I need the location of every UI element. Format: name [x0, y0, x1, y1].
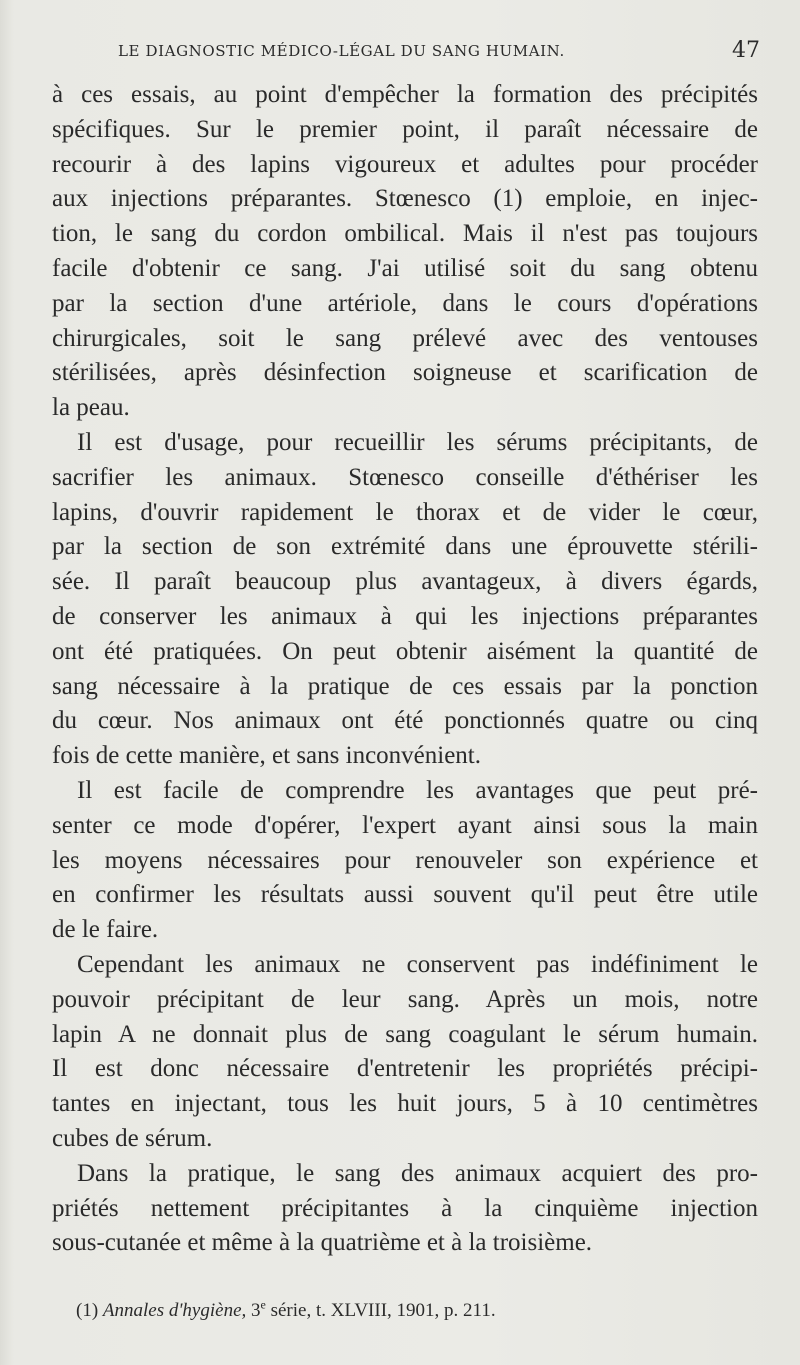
text-line: tion, le sang du cordon ombilical. Mais il n'est pas toujours: [52, 220, 758, 248]
text-line: la peau.: [52, 394, 130, 422]
text-line: recourir à des lapins vigoureux et adultes pour procéder: [52, 150, 758, 178]
text-line: les moyens nécessaires pour renouveler son expérience et: [52, 846, 758, 874]
text-line: à ces essais, au point d'empêcher la formation des précipités: [52, 81, 758, 108]
page-header: [118, 38, 760, 68]
footnote-marker: (1): [76, 1300, 99, 1321]
paragraph-1: [52, 78, 758, 426]
text-line: ont été pratiquées. On peut obtenir aisément la quantité de: [52, 637, 758, 665]
text-line: sang nécessaire à la pratique de ces essais par la ponction: [52, 672, 758, 700]
text-line: Il est facile de comprendre les avantages que peut pré-: [77, 776, 758, 804]
text-line: sous-cutanée et même à la quatrième et à la troisième.: [52, 1229, 593, 1257]
body-text: [52, 78, 758, 1261]
paragraph-3: [52, 774, 758, 948]
text-line: lapins, d'ouvrir rapidement le thorax et de vider le cœur,: [52, 498, 758, 526]
footnote-series-superscript: e: [260, 1297, 266, 1312]
text-line: Cependant les animaux ne conservent pas indéfiniment le: [77, 950, 758, 978]
text-line: sacrifier les animaux. Stœnesco conseille d'éthériser les: [52, 463, 758, 491]
text-line: tantes en injectant, tous les huit jours, 5 à 10 centimètres: [52, 1090, 758, 1118]
text-line: chirurgicales, soit le sang prélevé avec des ventouses: [52, 324, 758, 352]
text-line: lapin A ne donnait plus de sang coagulant le sérum humain.: [52, 1020, 758, 1048]
text-line: Il est d'usage, pour recueillir les sérums précipitants, de: [77, 428, 758, 456]
text-line: en confirmer les résultats aussi souvent qu'il peut être utile: [52, 881, 758, 909]
text-line: Dans la pratique, le sang des animaux acquiert des pro-: [77, 1159, 758, 1187]
text-line: aux injections préparantes. Stœnesco (1) emploie, en injec-: [52, 185, 758, 213]
text-line: de le faire.: [52, 916, 159, 944]
text-line: spécifiques. Sur le premier point, il paraît nécessaire de: [52, 115, 758, 143]
text-line: par la section de son extrémité dans une éprouvette stérili-: [52, 533, 758, 561]
text-line: de conserver les animaux à qui les injections préparantes: [52, 602, 758, 630]
paragraph-4: [52, 948, 758, 1157]
running-head: LE DIAGNOSTIC MÉDICO-LÉGAL DU SANG HUMAIN.: [118, 42, 565, 60]
text-line: Il est donc nécessaire d'entretenir les propriétés précipi-: [52, 1055, 758, 1083]
text-line: stérilisées, après désinfection soigneuse et scarification de: [52, 359, 758, 387]
text-line: pouvoir précipitant de leur sang. Après un mois, notre: [52, 985, 758, 1013]
text-line: priétés nettement précipitantes à la cinquième injection: [52, 1194, 758, 1222]
paragraph-2: [52, 426, 758, 774]
text-line: sée. Il paraît beaucoup plus avantageux, à divers égards,: [52, 568, 758, 596]
footnote-journal: Annales d'hygiène,: [102, 1300, 247, 1321]
footnote-citation: série, t. XLVIII, 1901, p. 211.: [270, 1300, 496, 1321]
text-line: fois de cette manière, et sans inconvénient.: [52, 742, 482, 770]
footnote-series-number: 3: [251, 1300, 261, 1321]
text-line: facile d'obtenir ce sang. J'ai utilisé soit du sang obtenu: [52, 254, 758, 282]
paragraph-5: [52, 1157, 758, 1261]
page-number: 47: [732, 38, 760, 63]
text-line: par la section d'une artériole, dans le cours d'opérations: [52, 289, 758, 317]
text-line: du cœur. Nos animaux ont été ponctionnés quatre ou cinq: [52, 707, 758, 735]
footnote: [76, 1297, 496, 1322]
text-line: senter ce mode d'opérer, l'expert ayant ainsi sous la main: [52, 811, 758, 839]
text-line: cubes de sérum.: [52, 1124, 213, 1152]
